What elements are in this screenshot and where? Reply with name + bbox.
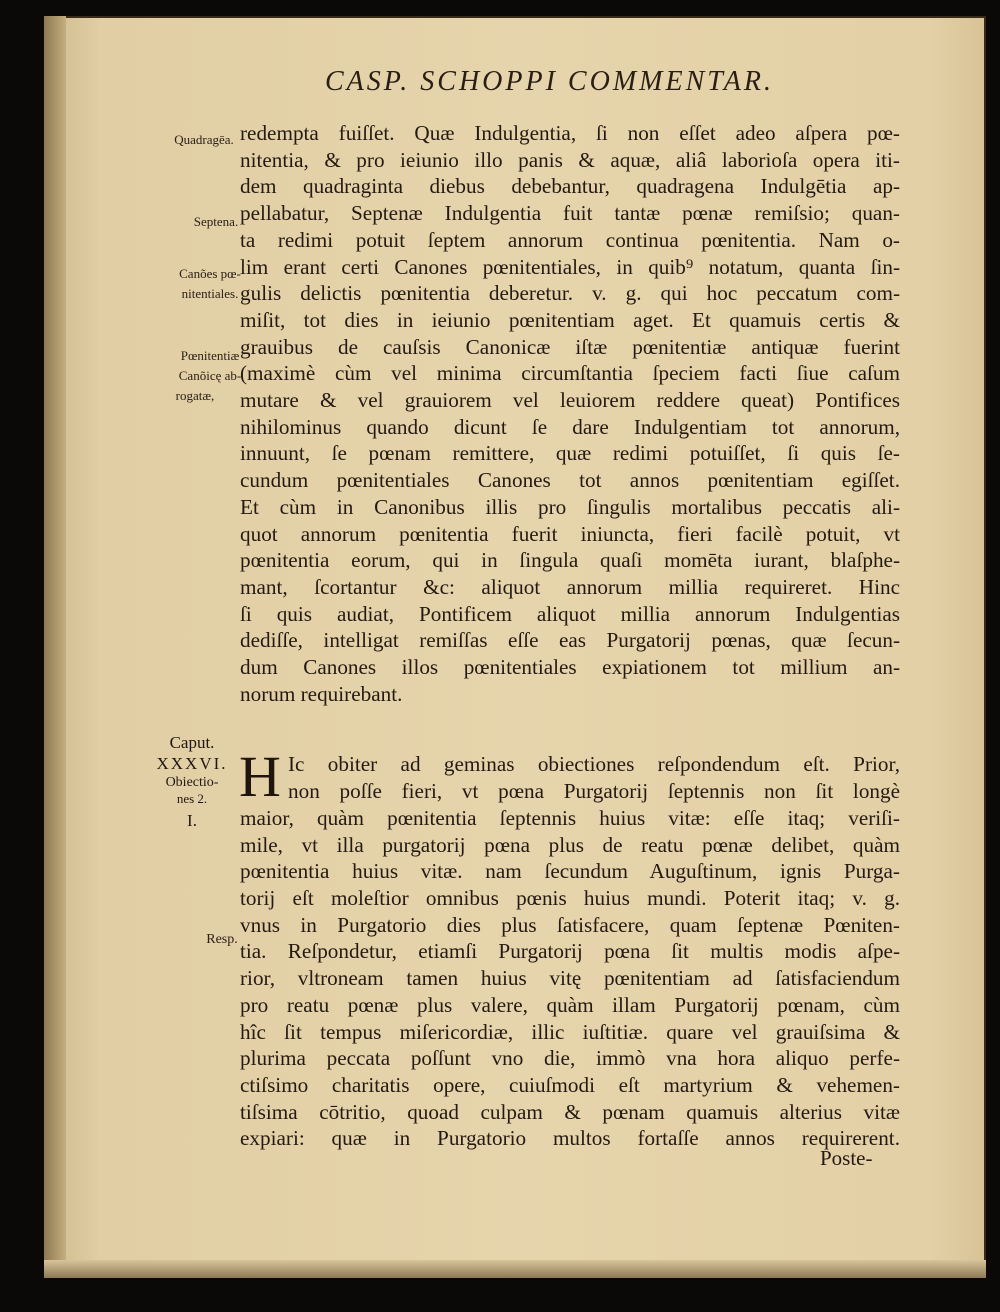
running-head: CASP. SCHOPPI COMMENTAR. [325,66,774,97]
paragraph-gap [240,707,900,751]
caput-heading [152,732,232,831]
caput-number: XXXVI. [156,754,228,773]
text-line: dediſſe, intelligat remiſſas eſſe eas Purgatorij pœnas, quæ ſecun- [240,628,900,653]
catchword: Poste- [820,1146,873,1170]
text-line: pœnitentia huius vitæ. nam ſecundum Auguſtinum, ignis Purga- [240,859,900,884]
text-line: cundum pœnitentiales Canones tot annos pœnitentiam egiſſet. [240,468,900,493]
text-line: expiari: quæ in Purgatorio multos fortaſſe annos requirerent. [240,1126,900,1151]
text-line: innuunt, ſe pœnam remittere, quæ redimi potuiſſet, ſi quis ſe- [240,441,900,466]
text-line: rior, vltroneam tamen huius vitę pœnitentiam ad ſatisfaciendum [240,966,900,991]
text-line: mant, ſcortantur &c: aliquot annorum millia requireret. Hinc [240,574,900,599]
text-line: ta redimi potuit ſeptem annorum continua pœnitentia. Nam o- [240,227,900,252]
paragraph-1 [240,120,900,707]
text-line: pellabatur, Septenæ Indulgentia fuit tantæ pœnæ remiſsio; quan- [240,201,900,226]
text-line: mile, vt illa purgatorij pœna plus de reatu pœnæ delibet, quàm [240,832,900,857]
drop-cap-letter: H [239,744,281,810]
page-gutter-edge [44,16,66,1278]
text-line: hîc ſit tempus miſericordiæ, illic iuſtitiæ. quare vel grauiſsima & [240,1019,900,1044]
text-line: plurima peccata poſſunt vno die, immò vna hora aliquo perfe- [240,1046,900,1071]
text-line: quot annorum pœnitentia fuerit iniuncta, fieri facilè potuit, vt [240,521,900,546]
text-line: Ic obiter ad geminas obiectiones reſpondendum eſt. Prior, [288,752,900,777]
text-line: nihilominus quando dicunt ſe dare Indulgentiam tot annorum, [240,414,900,439]
caput-label: Caput. [169,733,215,752]
margin-note-poenitentiae-2: Canõicę ab- [178,368,242,383]
paragraph-2 [239,744,900,1152]
text-line: (maximè cùm vel minima circumſtantia ſpeciem facti ſiue caſum [240,361,900,386]
obiectiones-label-1: Obiectio- [165,775,219,790]
text-line: Et cùm in Canonibus illis pro ſingulis mortalibus peccatis ali- [240,494,900,519]
text-line: ctiſsimo charitatis opere, cuiuſmodi eſt martyrium & vehemen- [240,1072,900,1097]
text-line: gulis delictis pœnitentia deberetur. v. g. qui hoc peccatum com- [240,281,900,306]
text-line: non poſſe fieri, vt pœna Purgatorij ſeptennis non ſit longè [288,779,900,804]
text-line: tiſsima cōtritio, quoad culpam & pœnam quamuis alterius vitæ [240,1099,900,1124]
margin-note-quadragena: Quadragēa. [174,132,234,147]
text-line: pro reatu pœnæ plus valere, quàm illam Purgatorij pœnam, cùm [240,992,900,1017]
margin-note-canones-1: Canões pœ- [179,266,241,281]
text-line: pœnitentia eorum, qui in ſingula quaſi momēta iurant, blaſphe- [240,548,900,573]
text-line: norum requirebant. [240,681,403,706]
text-line: torij eſt moleſtior omnibus pœnis huius mundi. Poterit itaq; v. g. [240,885,900,910]
body-text [240,120,900,1152]
margin-note-canones-2: nitentiales. [181,286,239,301]
text-line: mutare & vel grauiorem vel leuiorem reddere queat) Pontifices [240,388,900,413]
page-bottom-edge [44,1260,986,1278]
text-line: vnus in Purgatorio dies plus ſatisfacere, quam ſeptenæ Pœniten- [240,912,900,937]
text-line: tia. Reſpondetur, etiamſi Purgatorij pœna ſit multis modis aſpe- [240,939,900,964]
text-line: grauibus de cauſsis Canonicæ iſtæ pœnitentiæ antiquæ fuerint [240,334,900,359]
text-line: redempta fuiſſet. Quæ Indulgentia, ſi non eſſet adeo aſpera pœ- [240,121,900,145]
margin-note-septena: Septena. [193,214,239,229]
margin-note-poenitentiae-1: Pœnitentiæ [180,348,240,363]
margin-note-resp: Resp. [206,932,238,947]
text-line: dum Canones illos pœnitentiales expiationem tot millium an- [240,655,900,680]
obiectio-number: I. [187,811,197,830]
text-line: miſit, tot dies in ieiunio pœnitentiam aget. Et quamuis certis & [240,307,900,332]
text-line: lim erant certi Canones pœnitentiales, in quib⁹ notatum, quanta ſin- [240,254,900,279]
text-line: maior, quàm pœnitentia ſeptennis huius vitæ: eſſe itaq; veriſi- [240,805,900,830]
text-line: dem quadraginta diebus debebantur, quadragena Indulgētia ap- [240,174,900,199]
text-line: nitentia, & pro ieiunio illo panis & aquæ, aliâ laborioſa opera iti- [240,147,900,172]
obiectiones-label-2: nes 2. [176,791,208,806]
text-line: ſi quis audiat, Pontificem aliquot millia annorum Indulgentias [240,601,900,626]
margin-note-poenitentiae-3: rogatæ, [175,388,215,403]
